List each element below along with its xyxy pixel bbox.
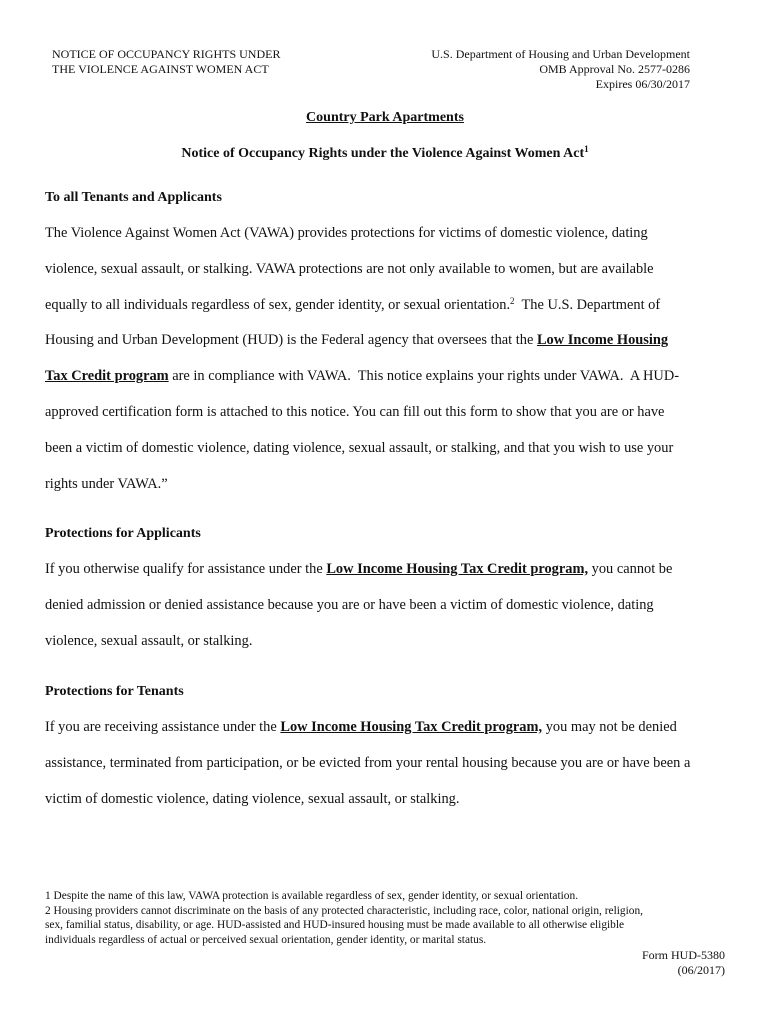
footnotes — [45, 889, 725, 947]
form-number: Form HUD-5380 — [642, 948, 725, 962]
form-name-line-2: THE VIOLENCE AGAINST WOMEN ACT — [52, 62, 269, 76]
text-run: you cannot be — [588, 561, 673, 577]
property-name: Country Park Apartments — [306, 110, 464, 125]
paragraph-line — [45, 288, 735, 324]
text-run: equally to all individuals regardless of sex, gender identity, or sexual orientation. — [45, 296, 511, 313]
document-title-text: Notice of Occupancy Rights under the Violence Against Women Act — [181, 146, 585, 161]
omb-approval: OMB Approval No. 2577-0286 — [539, 62, 690, 76]
title-footnote-ref: 1 — [584, 144, 589, 154]
paragraph-line: victim of domestic violence, dating violence, sexual assault, or stalking. — [45, 790, 460, 807]
section-heading-tenants-applicants: To all Tenants and Applicants — [45, 190, 222, 205]
paragraph-line — [45, 710, 735, 746]
paragraph-line — [45, 359, 735, 395]
document-title — [0, 146, 770, 162]
text-run: If you otherwise qualify for assistance under the — [45, 561, 327, 577]
section-heading-applicants: Protections for Applicants — [45, 526, 201, 541]
footnote-ref-2: 2 — [510, 295, 515, 306]
program-name-link: Low Income Housing — [536, 332, 669, 349]
text-run: Housing and Urban Development (HUD) is the Federal agency that oversees that the — [45, 332, 537, 349]
text-run: you may not be denied — [542, 719, 677, 735]
form-identifier — [642, 948, 725, 978]
footnote-2-cont: sex, familial status, disability, or age. HUD-assisted and HUD-insured housing must be made available to all otherwise eligible — [45, 919, 625, 931]
agency-name: U.S. Department of Housing and Urban Development — [431, 47, 690, 61]
footnote-1: 1 Despite the name of this law, VAWA protection is available regardless of sex, gender identity, or sexual orientation. — [45, 890, 579, 902]
footnote-2: 2 Housing providers cannot discriminate on the basis of any protected characteristic, including race, color, national origin, religion, — [45, 904, 644, 917]
paragraph-line: assistance, terminated from participation, or be evicted from your rental housing because you are or have been a — [45, 754, 691, 771]
section-body-tenants — [45, 710, 735, 817]
paragraph-line: rights under VAWA.” — [45, 475, 168, 492]
paragraph-line: violence, sexual assault, or stalking. VAWA protections are not only available to women, but are available — [45, 260, 654, 277]
section-body-applicants — [45, 552, 735, 659]
program-name-link: Tax Credit program — [45, 368, 169, 385]
paragraph-line: violence, sexual assault, or stalking. — [45, 632, 253, 649]
form-name-line-1: NOTICE OF OCCUPANCY RIGHTS UNDER — [52, 47, 281, 61]
paragraph-line: The Violence Against Women Act (VAWA) provides protections for victims of domestic violence, dating — [45, 225, 648, 241]
paragraph-line — [45, 323, 735, 359]
paragraph-line: approved certification form is attached to this notice. You can fill out this form to show that you are or have — [45, 403, 665, 420]
paragraph-line — [45, 552, 735, 588]
header-left — [52, 47, 280, 77]
program-name-link: Low Income Housing Tax Credit program, — [280, 719, 543, 735]
text-run: The U.S. Department of — [514, 296, 661, 313]
paragraph-line: been a victim of domestic violence, dating violence, sexual assault, or stalking, and that you wish to use your — [45, 439, 674, 456]
section-heading-tenants: Protections for Tenants — [45, 684, 184, 699]
text-run: are in compliance with VAWA. This notice explains your rights under VAWA. A HUD- — [168, 368, 680, 385]
text-run: If you are receiving assistance under the — [45, 719, 281, 735]
header-right — [431, 47, 690, 92]
form-revision-date: (06/2017) — [677, 963, 725, 977]
paragraph-line: denied admission or denied assistance because you are or have been a victim of domestic violence, dating — [45, 596, 654, 613]
footnote-2-cont: individuals regardless of actual or perceived sexual orientation, gender identity, or marital status. — [45, 933, 487, 946]
section-body-tenants-applicants — [45, 216, 735, 502]
program-name-link: Low Income Housing Tax Credit program, — [326, 561, 589, 577]
expiration-date: Expires 06/30/2017 — [595, 77, 690, 91]
